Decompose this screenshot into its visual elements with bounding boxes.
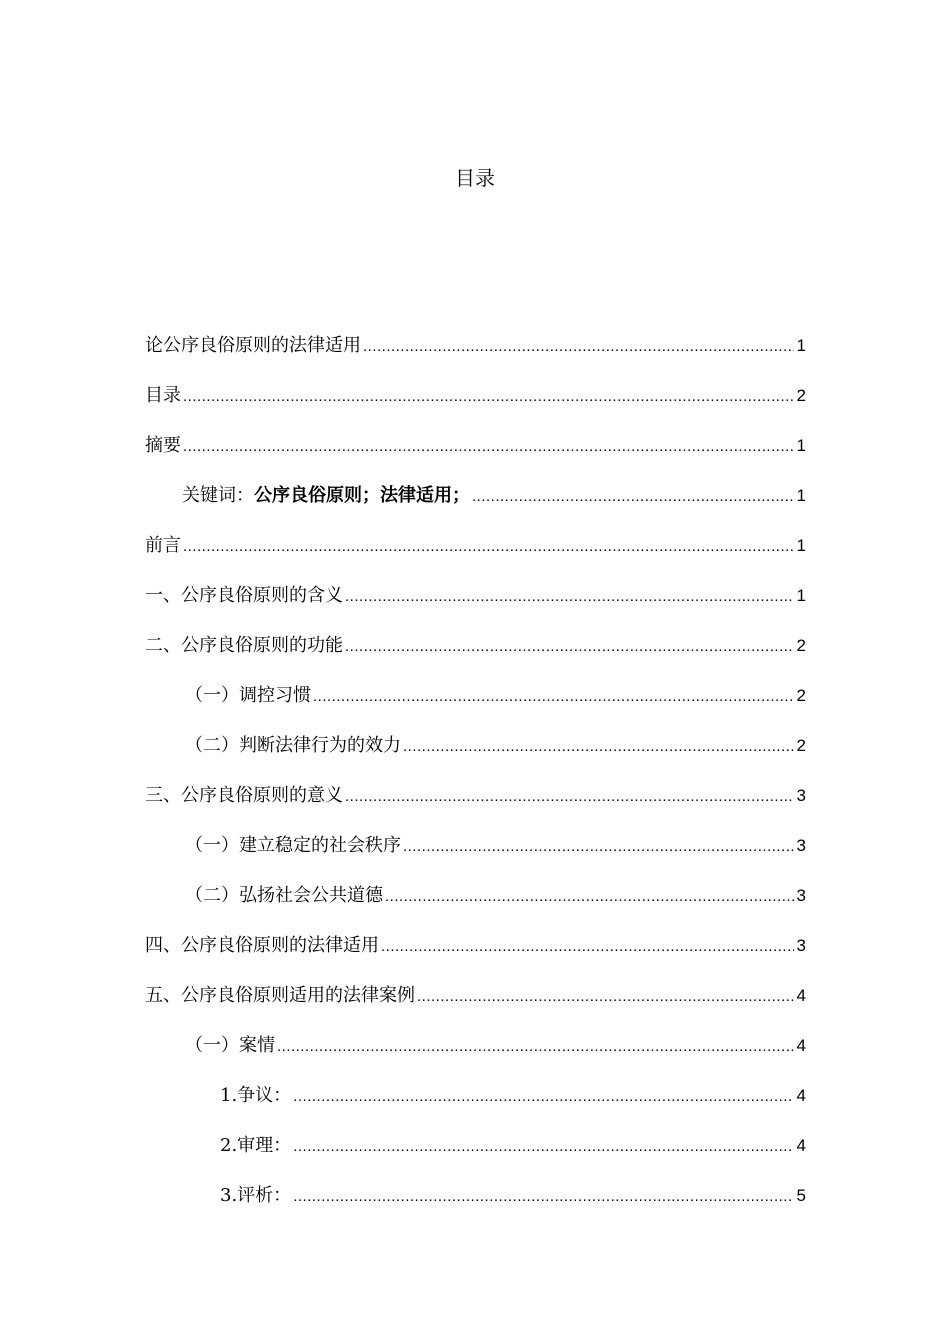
toc-entry-text: （一）案情 xyxy=(185,1035,275,1056)
toc-entry-text: （二）弘扬社会公共道德 xyxy=(185,885,383,906)
toc-page-number: 4 xyxy=(796,1136,806,1155)
toc-entry[interactable] xyxy=(145,532,806,582)
toc-page-number: 2 xyxy=(796,636,806,655)
toc-entry-text: 一、公序良俗原则的含义 xyxy=(145,585,343,606)
toc-entry-text: （一）调控习惯 xyxy=(185,685,311,706)
toc-entry-text: 摘要 xyxy=(145,435,181,456)
toc-entry[interactable] xyxy=(145,1032,806,1082)
toc-entry-text: 2.审理： xyxy=(220,1135,292,1156)
toc-dot-leader xyxy=(293,1133,793,1161)
toc-page-number: 2 xyxy=(796,386,806,405)
toc-page-number: 1 xyxy=(796,486,806,505)
toc-dot-leader xyxy=(363,333,794,361)
toc-entry-text: 四、公序良俗原则的法律适用 xyxy=(145,935,379,956)
toc-dot-leader xyxy=(472,483,794,511)
toc-page-number: 3 xyxy=(796,886,806,905)
toc-dot-leader xyxy=(381,933,794,961)
keywords-bold-text: 公序良俗原则；法律适用； xyxy=(254,485,470,506)
toc-entry-text: 三、公序良俗原则的意义 xyxy=(145,785,343,806)
toc-dot-leader xyxy=(385,883,794,911)
toc-page-number: 3 xyxy=(796,786,806,805)
toc-page-number: 5 xyxy=(796,1186,806,1205)
toc-entry[interactable] xyxy=(145,382,806,432)
toc-page-number: 2 xyxy=(796,736,806,755)
toc-page-number: 1 xyxy=(796,336,806,355)
toc-dot-leader xyxy=(183,533,794,561)
toc-entry[interactable] xyxy=(145,682,806,732)
toc-entry[interactable] xyxy=(145,882,806,932)
toc-dot-leader xyxy=(345,633,794,661)
toc-dot-leader xyxy=(293,1083,793,1111)
toc-page-number: 2 xyxy=(796,686,806,705)
toc-entry[interactable] xyxy=(145,732,806,782)
toc-dot-leader xyxy=(345,583,794,611)
toc-entry-text: 3.评析： xyxy=(220,1185,292,1206)
toc-entry-text: （二）判断法律行为的效力 xyxy=(185,735,401,756)
toc-entry-text: 1.争议： xyxy=(220,1085,292,1106)
toc-entry-text: 二、公序良俗原则的功能 xyxy=(145,635,343,656)
table-of-contents xyxy=(145,332,806,1232)
toc-entry[interactable] xyxy=(145,632,806,682)
toc-page-number: 1 xyxy=(796,586,806,605)
toc-entry[interactable] xyxy=(145,332,806,382)
toc-dot-leader xyxy=(403,733,794,761)
toc-entry[interactable] xyxy=(145,982,806,1032)
toc-page-number: 3 xyxy=(796,836,806,855)
toc-entry[interactable] xyxy=(145,1082,806,1132)
toc-entry[interactable] xyxy=(145,782,806,832)
toc-dot-leader xyxy=(313,683,794,711)
toc-dot-leader xyxy=(403,833,794,861)
toc-entry-text: （一）建立稳定的社会秩序 xyxy=(185,835,401,856)
toc-entry[interactable] xyxy=(145,1132,806,1182)
keywords-label: 关键词： xyxy=(182,485,254,506)
toc-entry[interactable] xyxy=(145,932,806,982)
toc-dot-leader xyxy=(345,783,794,811)
toc-entry-text: 五、公序良俗原则适用的法律案例 xyxy=(145,985,415,1006)
toc-page-number: 4 xyxy=(796,1086,806,1105)
toc-entry-text: 目录 xyxy=(145,385,181,406)
toc-dot-leader xyxy=(293,1183,793,1211)
toc-dot-leader xyxy=(183,433,794,461)
toc-page-number: 1 xyxy=(796,436,806,455)
toc-page-number: 3 xyxy=(796,936,806,955)
toc-entry-keywords[interactable] xyxy=(145,482,806,532)
toc-entry[interactable] xyxy=(145,582,806,632)
toc-entry-text: 前言 xyxy=(145,535,181,556)
toc-entry-text xyxy=(182,482,470,510)
toc-entry[interactable] xyxy=(145,832,806,882)
toc-page-number: 4 xyxy=(796,1036,806,1055)
page-title: 目录 xyxy=(455,166,495,190)
toc-entry[interactable] xyxy=(145,1182,806,1232)
toc-page-number: 1 xyxy=(796,536,806,555)
toc-dot-leader xyxy=(417,983,794,1011)
toc-entry-text: 论公序良俗原则的法律适用 xyxy=(145,335,361,356)
toc-dot-leader xyxy=(183,383,794,411)
toc-page-number: 4 xyxy=(796,986,806,1005)
toc-dot-leader xyxy=(277,1033,794,1061)
toc-entry[interactable] xyxy=(145,432,806,482)
